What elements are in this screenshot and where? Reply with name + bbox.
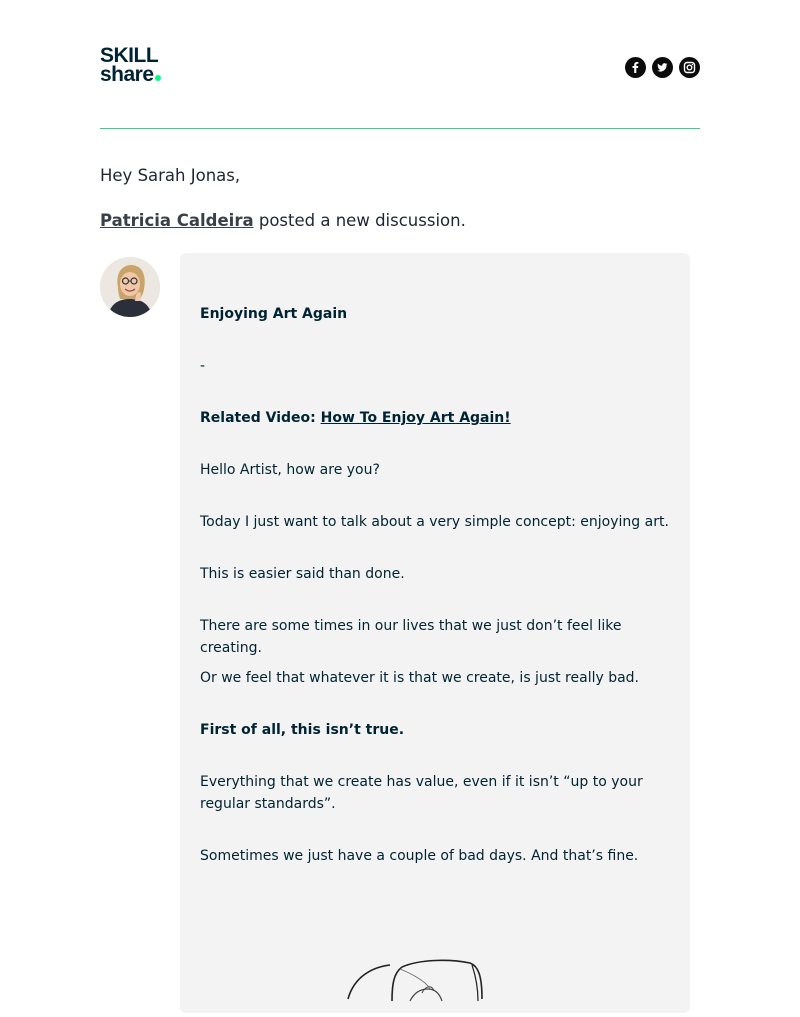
logo-line-1: SKILL: [100, 44, 159, 67]
related-label: Related Video:: [200, 410, 321, 426]
logo-line-2: share: [100, 63, 154, 86]
post-paragraph: Today I just want to talk about a very simple concept: enjoying art.: [200, 514, 669, 530]
post-dash: -: [200, 358, 206, 374]
post-paragraph: Sometimes we just have a couple of bad days. And that’s fine.: [200, 848, 639, 864]
post-paragraph: Hello Artist, how are you?: [200, 462, 380, 478]
post-paragraph-bold: First of all, this isn’t true.: [200, 722, 405, 738]
related-video-link[interactable]: How To Enjoy Art Again!: [320, 410, 511, 426]
email-header: [100, 46, 700, 90]
greeting: Hey Sarah Jonas,: [100, 166, 241, 185]
post-paragraph: This is easier said than done.: [200, 566, 405, 582]
author-link[interactable]: Patricia Caldeira: [100, 211, 254, 230]
post-paragraph: Or we feel that whatever it is that we create, is just really bad.: [200, 670, 640, 686]
logo-dot: [155, 75, 161, 81]
post-paragraph: Everything that we create has value, even if it isn’t “up to your regular standards”.: [200, 774, 643, 812]
skillshare-logo[interactable]: [100, 46, 190, 90]
facebook-icon[interactable]: [625, 57, 646, 78]
discussion-notice: [100, 210, 466, 232]
instagram-icon[interactable]: [679, 57, 700, 78]
post-title: Enjoying Art Again: [200, 306, 348, 322]
notice-text: posted a new discussion.: [253, 211, 466, 230]
related-video: [200, 407, 670, 429]
social-links: [625, 57, 700, 78]
discussion-card: [180, 253, 690, 1013]
post-paragraph: There are some times in our lives that we just don’t feel like creating.: [200, 618, 622, 656]
author-avatar[interactable]: [100, 257, 160, 317]
sketch-illustration: [340, 933, 540, 1013]
header-divider: [100, 128, 700, 129]
twitter-icon[interactable]: [652, 57, 673, 78]
